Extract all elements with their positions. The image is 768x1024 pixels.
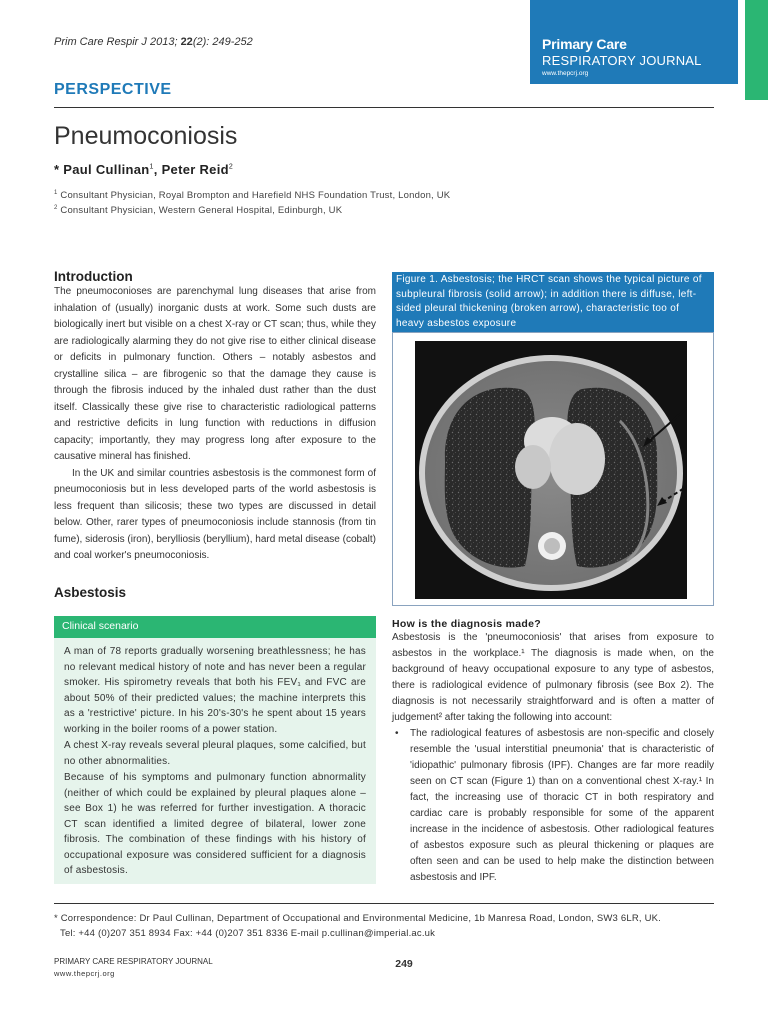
logo-line2: RESPIRATORY JOURNAL	[542, 53, 702, 68]
affiliation-1-sup: 1	[54, 190, 58, 196]
footer-journal: PRIMARY CARE RESPIRATORY JOURNAL	[54, 957, 213, 966]
diagnosis-heading: How is the diagnosis made?	[392, 618, 541, 630]
author-sep: ,	[153, 162, 162, 177]
diagnosis-paragraph: Asbestosis is the 'pneumoconiosis' that arises from exposure to asbestos in the workplace.¹ The diagnosis is made when, on the background of heavy occupational exposure to any type of asbestos, there is radiological evidence of pulmonary fibrosis (see Box 2). The diagnosis is not necessarily straightforward and is often a matter of judgement² after taking the following into account:	[392, 632, 714, 723]
citation	[54, 36, 253, 48]
author-2: Peter Reid	[161, 162, 229, 177]
diagnosis-section	[392, 618, 714, 886]
clinical-paragraph-2: A chest X-ray reveals several pleural plaques, some calcified, but no other abnormalities.	[64, 740, 366, 767]
page-number: 249	[395, 958, 413, 970]
introduction-paragraph-1: The pneumoconioses are parenchymal lung diseases that arise from inhalation of (usually) inorganic dusts at work. Some such dusts are biologically inert but visible on a chest X-ray or CT scan; thus, while they are radiologically alarming they do not give rise to either clinical disease or deficits in pulmonary function. Others – notably asbestos and crystalline silica – are fibrogenic so that the damage they cause is through the fibrosis induced by the inhaled dust rather than the dust itself. Classically these give rise to characteristic radiological patterns and restrictive deficits in lung function with reductions in diffusion capacity; importantly, they may progress long after exposure to the causative mineral has finished.	[54, 286, 376, 462]
diagnosis-bullet-1: • The radiological features of asbestosis are non-specific and closely resemble the 'usual interstitial pneumonia' that is characteristic of 'idiopathic' pulmonary fibrosis (IPF). Changes are far more readily seen on CT scan (Figure 1) than on a conventional chest X-ray.¹ In fact, the increasing use of thoracic CT in both respiratory and cardiac care is probably responsible for some of the apparent increase in the incidence of asbestosis. Other radiological features of asbestos exposure such as pleural thickening or plaques are often seen and can be used to help make the distinction between asbestosis and IPF.	[392, 726, 714, 886]
clinical-scenario-heading: Clinical scenario	[54, 616, 376, 638]
section-label: PERSPECTIVE	[54, 81, 172, 98]
author-2-sup: 2	[228, 163, 234, 171]
figure-caption: Figure 1. Asbestosis; the HRCT scan shows the typical picture of subpleural fibrosis (solid arrow); in addition there is diffuse, left-sided pleural thickening (broken arrow), characteristic too of heavy asbestos exposure	[392, 272, 714, 332]
citation-volume: 22	[180, 36, 193, 48]
author-mark: *	[54, 162, 64, 177]
clinical-scenario-box	[54, 638, 376, 884]
journal-logo[interactable]	[530, 0, 738, 84]
corr-contact: Tel: +44 (0)207 351 8934 Fax: +44 (0)207 351 8336 E-mail p.cullinan@imperial.ac.uk	[60, 928, 436, 939]
side-tab	[745, 0, 768, 100]
affiliation-1	[54, 190, 450, 201]
header-rule	[54, 107, 714, 108]
citation-pages: (2): 249-252	[192, 36, 253, 48]
asbestosis-heading-wrap	[54, 585, 376, 600]
affiliation-2	[54, 205, 342, 216]
correspondence	[54, 911, 661, 941]
clinical-paragraph-3: Because of his symptoms and pulmonary function abnormality (neither of which could be explained by pleural plaques alone – see Box 1) he was referred for further investigation. A thoracic CT scan identified a limited degree of bilateral, lower zone fibrosis. The combination of these findings with his history of occupational exposure was considered sufficient for a diagnosis of asbestosis.	[64, 772, 366, 876]
citation-year: 2013;	[149, 36, 181, 48]
corr-text: Dr Paul Cullinan, Department of Occupational and Environmental Medicine, 1b Manresa Road, London, SW3 6LR, UK.	[136, 913, 662, 924]
footer-rule	[54, 903, 714, 904]
clinical-paragraph-1: A man of 78 reports gradually worsening breathlessness; he has no relevant medical history of note and has never been a regular smoker. His spirometry reveals that both his FEV₁ and FVC are about 50% of their predicted values; the machine interprets this as a 'restrictive' picture. In his 20's-30's he spent about 15 years working in the boiler rooms of a power station.	[64, 646, 366, 735]
citation-journal: Prim Care Respir J	[54, 36, 147, 48]
affiliation-2-sup: 2	[54, 205, 58, 211]
introduction-paragraph-2: In the UK and similar countries asbestosis is the commonest form of pneumoconiosis but in less developed parts of the world asbestosis is less frequent than silicosis; these two types are discussed in detail below. Other, rarer types of pneumoconiosis include stannosis (from tin fume), siderosis (iron), berylliosis (beryllium), hard metal disease (cobalt) and coal worker's pneumoconiosis.	[54, 467, 376, 561]
corr-mark: *	[54, 913, 61, 924]
article-title: Pneumoconiosis	[54, 122, 238, 150]
introduction-heading: Introduction	[54, 269, 133, 284]
logo-url: www.thepcrj.org	[542, 70, 589, 77]
ct-scan-image	[415, 341, 687, 599]
logo-line1: Primary Care	[542, 36, 627, 52]
author-1: Paul Cullinan	[63, 162, 150, 177]
author-1-sup: 1	[149, 163, 154, 171]
asbestosis-heading: Asbestosis	[54, 585, 127, 600]
corr-label: Correspondence:	[60, 913, 137, 924]
introduction-section	[54, 269, 376, 565]
authors	[54, 162, 233, 177]
figure-frame	[392, 332, 714, 606]
affiliation-2-text: Consultant Physician, Western General Hospital, Edinburgh, UK	[60, 205, 343, 217]
footer-url[interactable]: www.thepcrj.org	[54, 969, 115, 978]
affiliation-1-text: Consultant Physician, Royal Brompton and Harefield NHS Foundation Trust, London, UK	[60, 190, 451, 202]
